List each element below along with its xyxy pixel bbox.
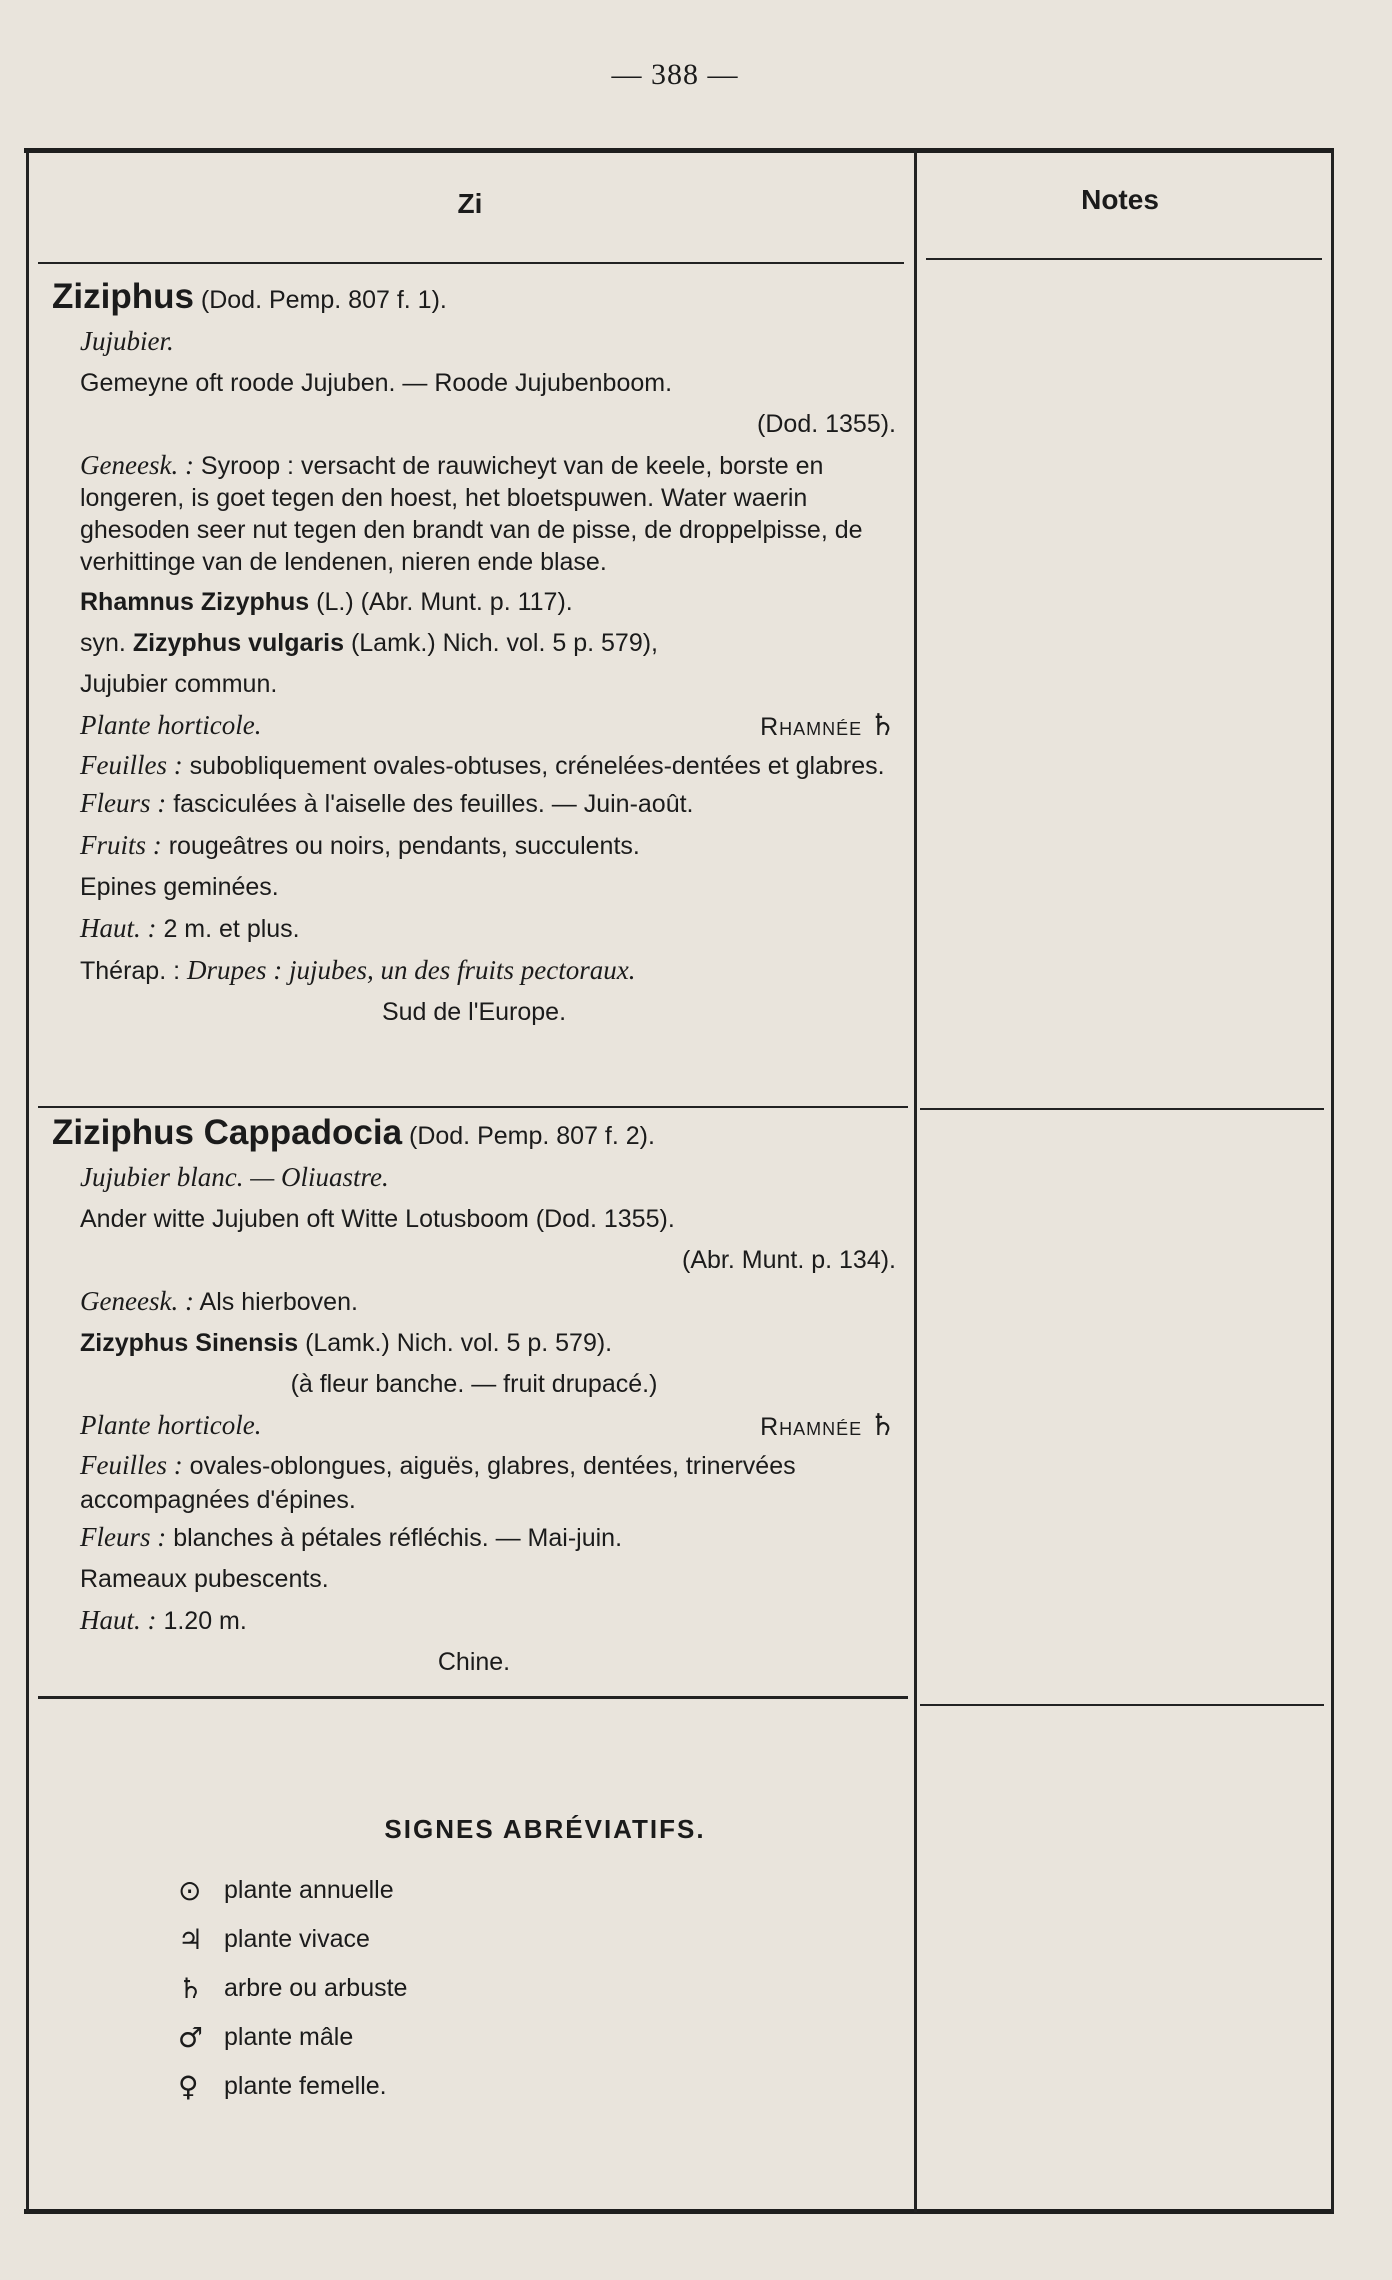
dutch-names: Ander witte Jujuben oft Witte Lotusboom (Dod. 1355). xyxy=(80,1205,675,1233)
column-header-notes: Notes xyxy=(1081,184,1159,215)
family-name: Rhamnée xyxy=(760,1413,863,1441)
entry-ziziphus-cappadocia xyxy=(52,1112,896,1683)
male-plant-icon: ♂ xyxy=(178,2021,204,2054)
syn-prefix: syn. xyxy=(80,629,126,657)
fleurs-label: Fleurs : xyxy=(80,788,167,818)
left-border xyxy=(26,150,29,2212)
flower-note: (à fleur banche. — fruit drupacé.) xyxy=(290,1370,658,1398)
haut-label: Haut. : xyxy=(80,1605,157,1635)
fleurs-text: fasciculées à l'aiselle des feuilles. — Juin-août. xyxy=(173,790,694,818)
fruits-label: Fruits : xyxy=(80,830,162,860)
dutch-reference: (Dod. 1355). xyxy=(757,410,896,438)
haut-text: 2 m. et plus. xyxy=(163,915,300,943)
tree-icon: ♄ xyxy=(178,1972,204,2005)
feuilles-label: Feuilles : xyxy=(80,750,183,780)
haut-text: 1.20 m. xyxy=(163,1607,247,1635)
entry-separator-main xyxy=(38,1106,908,1108)
french-name: Jujubier. xyxy=(80,326,174,356)
sign-label: plante vivace xyxy=(224,1925,370,1953)
entry-ziziphus xyxy=(52,276,896,1033)
column-divider xyxy=(914,150,917,2212)
species-reference: (Lamk.) Nich. vol. 5 p. 579). xyxy=(305,1329,613,1357)
sign-label: plante femelle. xyxy=(224,2072,387,2100)
tree-icon: ♄ xyxy=(869,708,896,743)
family-name: Rhamnée xyxy=(760,713,863,741)
signs-list xyxy=(178,1866,407,2111)
fleurs-label: Fleurs : xyxy=(80,1522,167,1552)
sign-label: plante mâle xyxy=(224,2023,354,2051)
column-header-main: Zi xyxy=(457,188,483,219)
tree-icon: ♄ xyxy=(869,1408,896,1443)
synonym-reference: (Lamk.) Nich. vol. 5 p. 579), xyxy=(350,629,658,657)
dutch-reference: (Abr. Munt. p. 134). xyxy=(682,1246,896,1274)
geneesk-label: Geneesk. : xyxy=(80,450,194,480)
right-border xyxy=(1331,150,1334,2212)
fleurs-text: blanches à pétales réfléchis. — Mai-juin. xyxy=(173,1524,623,1552)
signs-title: SIGNES ABRÉVIATIFS. xyxy=(384,1814,706,1844)
species-name: Rhamnus Zizyphus xyxy=(80,588,310,616)
header-rule-main xyxy=(38,262,904,264)
dutch-names: Gemeyne oft roode Jujuben. — Roode Jujubenboom. xyxy=(80,369,673,397)
list-item xyxy=(178,2062,407,2111)
species-reference: (L.) (Abr. Munt. p. 117). xyxy=(316,588,573,616)
therap-text: Drupes : jujubes, un des fruits pectoraux. xyxy=(187,955,636,985)
genus-name: Ziziphus Cappadocia xyxy=(52,1113,403,1152)
entries-end-main xyxy=(38,1696,908,1699)
plant-type: Plante horticole. xyxy=(80,710,262,740)
genus-name: Ziziphus xyxy=(52,277,194,316)
sign-label: arbre ou arbuste xyxy=(224,1974,408,2002)
haut-label: Haut. : xyxy=(80,913,157,943)
entries-end-notes xyxy=(920,1704,1324,1706)
female-plant-icon: ♀ xyxy=(178,2070,199,2103)
sign-label: plante annuelle xyxy=(224,1876,394,1904)
geneesk-text: Als hierboven. xyxy=(199,1288,358,1316)
synonym-name: Zizyphus vulgaris xyxy=(132,629,344,657)
feuilles-text: ovales-oblongues, aiguës, glabres, dentées, trinervées accompagnées d'épines. xyxy=(80,1452,796,1514)
plant-type: Plante horticole. xyxy=(80,1410,262,1440)
list-item xyxy=(178,1915,407,1964)
reference: (Dod. Pemp. 807 f. 1). xyxy=(200,286,447,314)
common-name: Jujubier commun. xyxy=(80,670,278,698)
origin: Sud de l'Europe. xyxy=(381,998,567,1026)
fruits-text: rougeâtres ou noirs, pendants, succulents. xyxy=(168,832,640,860)
header-rule-notes xyxy=(926,258,1322,260)
list-item xyxy=(178,1866,407,1915)
origin: Chine. xyxy=(437,1648,511,1676)
therap-label: Thérap. : xyxy=(80,957,181,985)
rameaux: Rameaux pubescents. xyxy=(80,1565,329,1593)
page-number: — 388 — xyxy=(611,58,739,91)
annual-plant-icon: ⊙ xyxy=(178,1874,202,1907)
french-name: Jujubier blanc. — Oliuastre. xyxy=(80,1162,389,1192)
feuilles-label: Feuilles : xyxy=(80,1450,183,1480)
perennial-plant-icon: ♃ xyxy=(178,1923,204,1956)
feuilles-text: subobliquement ovales-obtuses, crénelées-dentées et glabres. xyxy=(189,752,885,780)
list-item xyxy=(178,1964,407,2013)
entry-separator-notes xyxy=(920,1108,1324,1110)
species-name: Zizyphus Sinensis xyxy=(80,1329,299,1357)
list-item xyxy=(178,2013,407,2062)
geneesk-text: Syroop : versacht de rauwicheyt van de keele, borste en longeren, is goet tegen den hoest, het bloetspuwen. Water waerin ghesoden seer nut tegen den brandt van de pisse, de droppelpisse, de verhittinge van de lendenen, nieren ende blase. xyxy=(80,452,863,576)
reference: (Dod. Pemp. 807 f. 2). xyxy=(409,1122,655,1150)
geneesk-label: Geneesk. : xyxy=(80,1286,194,1316)
epines: Epines geminées. xyxy=(80,873,279,901)
